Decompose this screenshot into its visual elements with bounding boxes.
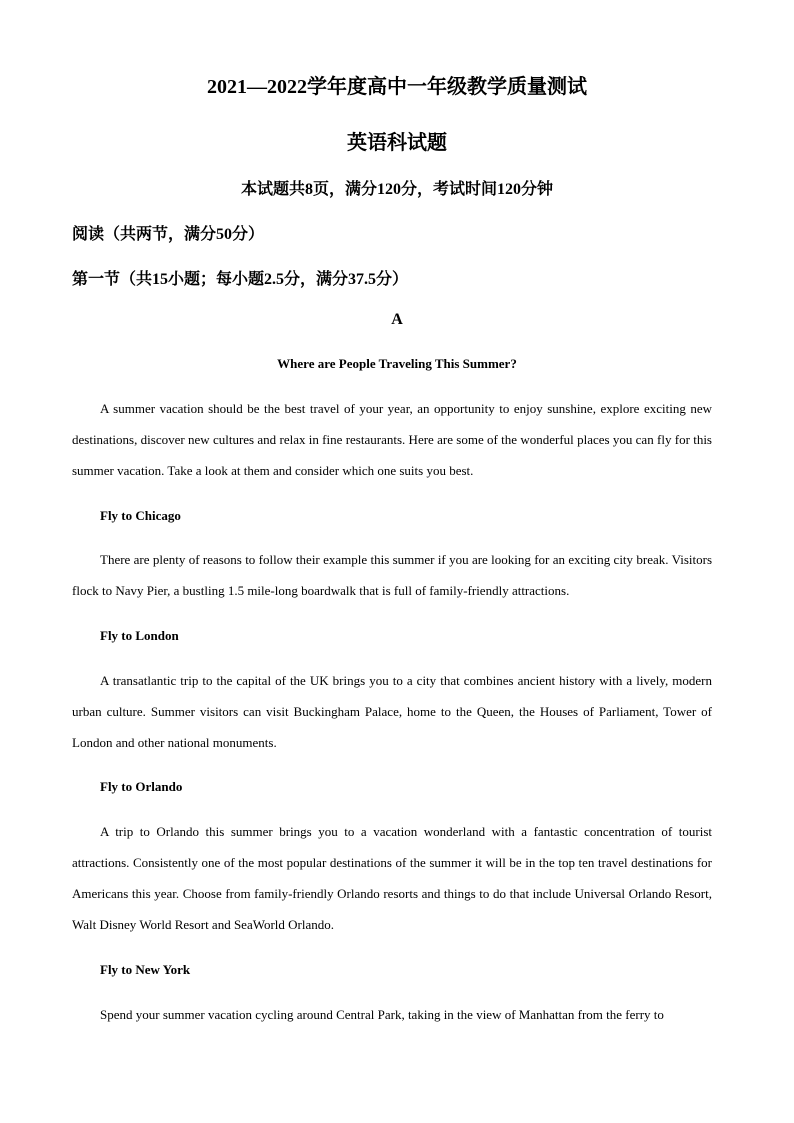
exam-title: 2021—2022学年度高中一年级教学质量测试 — [207, 76, 587, 98]
paragraph-london: A transatlantic trip to the capital of the UK brings you to a city that combines ancient history with a lively, modern urban culture. Summer visitors can visit Buckingham Palace, home to the Queen, the Houses of Parliament, Tower of London and other national monuments. — [72, 673, 712, 750]
passage-title: Where are People Traveling This Summer? — [277, 356, 517, 371]
paragraph-orlando: A trip to Orlando this summer brings you to a vacation wonderland with a fantastic concentration of tourist attractions. Consistently one of the most popular destinations of the summer it will be in the top ten travel destinations for Americans this year. Choose from family-friendly Orlando resorts and things to do that include Universal Orlando Resort, Walt Disney World Resort and SeaWorld Orlando. — [72, 824, 712, 932]
passage-intro: A summer vacation should be the best travel of your year, an opportunity to enjoy sunshine, explore exciting new destinations, discover new cultures and relax in fine restaurants. Here are some of the wonderful places you can fly for this summer vacation. Take a look at them and consider which one suits you best. — [72, 401, 712, 478]
paragraph-chicago: There are plenty of reasons to follow their example this summer if you are looking for an exciting city break. Visitors flock to Navy Pier, a bustling 1.5 mile-long boardwalk that is full of family-friendly attractions. — [72, 552, 712, 598]
subheading-chicago: Fly to Chicago — [100, 508, 181, 523]
subheading-new-york: Fly to New York — [100, 962, 191, 977]
reading-section-heading: 阅读（共两节，满分50分） — [72, 226, 265, 243]
paragraph-new-york: Spend your summer vacation cycling around Central Park, taking in the view of Manhattan from the ferry to — [100, 1007, 664, 1022]
exam-meta: 本试题共8页，满分120分，考试时间120分钟 — [240, 181, 553, 198]
part-one-heading: 第一节（共15小题；每小题2.5分，满分37.5分） — [72, 271, 409, 288]
subheading-london: Fly to London — [100, 628, 179, 643]
exam-subtitle: 英语科试题 — [347, 132, 447, 154]
passage-letter: A — [391, 311, 403, 328]
subheading-orlando: Fly to Orlando — [100, 779, 183, 794]
